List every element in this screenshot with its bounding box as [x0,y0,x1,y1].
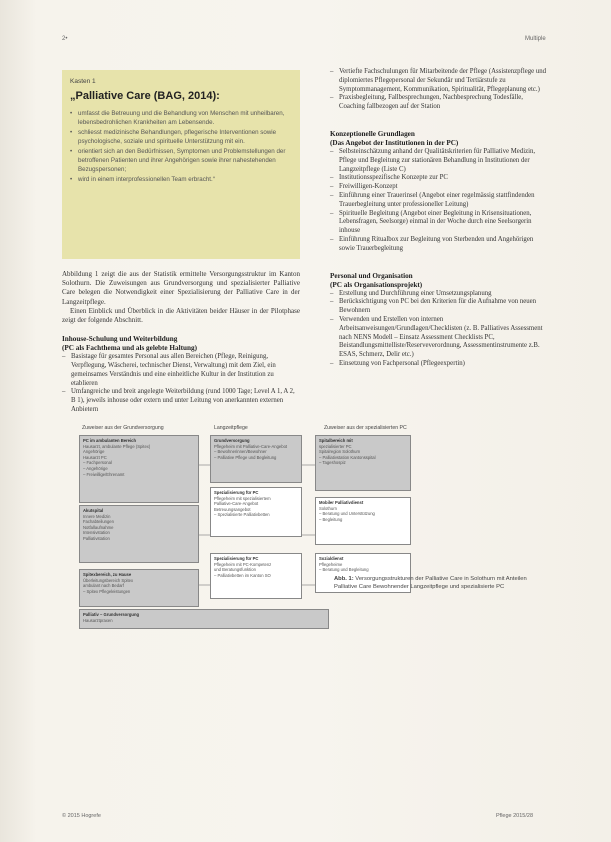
info-box [62,70,300,259]
diagram-box-title: Mobiler Palliativdienst [319,500,364,505]
section-heading: Konzeptionelle Grundlagen [330,129,415,138]
diagram-box-line: – Spezialisierte Palliativbetten [214,512,270,518]
diagram-box-line: Fachabteilungen [83,519,114,525]
diagram-box [210,487,302,537]
diagram-box-title: Grundversorgung [214,438,250,443]
section-subheading: (PC als Fachthema und als gelebte Haltung) [62,344,197,353]
caption-label: Abb. 1: [334,576,354,582]
diagram-box-line: Palliative-Care-Angebot [214,501,259,507]
diagram-box-line: und Beratungsfunktion [214,567,256,573]
list-item: – Basistage für gesamtes Personal aus allen Bereichen (Pflege, Reinigung, Verpflegung, Wäscherei, technischer Dienst, Verwaltung) mit dem Ziel, ein gemeinsames Verständnis und eine einheitliche Kultur in der Institution zu etablieren [62,353,300,388]
diagram-box-line: Notfallaufnahme [83,524,114,530]
list-item: – Umfangreiche und breit angelegte Weiterbildung (rund 1000 Tage; Level A 1, A 2, B 1), jeweils inhouse oder extern und unter Leitung von anerkannten externen Anbietern [62,388,300,414]
diagram-box-line: Pflegeheim mit spezialisiertem [214,495,271,501]
diagram-box-line: Solothurn [319,505,337,511]
diagram-box-line: Angehörige [83,449,105,455]
diagram-box-line: spezialisierter PC [319,443,352,449]
diagram-box [210,435,302,483]
diagram-box-line: Überleitungsbereich Spitex [83,577,134,583]
diagram-box-title: Spezialisierung für PC [214,490,259,495]
diagram-box-line: Innere Medizin [83,513,111,519]
paragraph: Abbildung 1 zeigt die aus der Statistik ermittelte Versorgungsstruktur im Kanton Solothurn. Die Zuweisungen aus Grundversorgung und spezialisierter Palliative Care belegen die Notwendigkeit einer Spezialisierung der Palliative Care in der Langzeitpflege. [62,270,300,306]
list-item: – Erstellung und Durchführung einer Umsetzungsplanung [330,290,548,299]
list-item: – Einführung Ritualbox zur Begleitung von Sterbenden und Angehörigen sowie Trauerbegleitung [330,236,548,254]
diagram-box-line: Pflegeheim mit PC-Kompetenz [214,561,272,567]
column-label: Zuweiser aus der spezialisierten PC [324,425,407,431]
diagram-box-line: – Tageshospiz [319,460,346,466]
bullet-list [330,68,548,112]
diagram-box-line: – Beratung und Unterstützung [319,511,375,517]
diagram-box-line: Hausarzt, ambulante Pflege (Spitex) [83,443,151,449]
diagram-box [79,505,199,563]
diagram-box-line: – Palliativstation Kantonsspital [319,454,376,460]
right-column [330,68,548,369]
diagram-box-line: Hausarztpraxen [83,617,113,623]
section-heading: Inhouse-Schulung und Weiterbildung [62,335,178,344]
box-item: • umfasst die Betreuung und die Behandlung von Menschen mit unheilbaren, lebensbedrohlichen Krankheiten am Lebensende. [68,110,294,127]
diagram-box-line: Pflegeheim mit Palliative-Care-Angebot [214,443,288,449]
diagram-box-line: – Begleitung [319,516,343,522]
box-list [68,110,294,187]
column-label: Langzeitpflege [214,425,248,431]
list-item: – Institutionsspezifische Konzepte zur PC [330,174,548,183]
column-label: Zuweiser aus der Grundversorgung [82,425,164,431]
diagram-box-line: Spitalregion Solothurn [319,449,361,455]
left-column [62,270,300,415]
diagram-box [79,435,199,503]
diagram-box-line: – Fachpersonal [83,460,112,466]
box-item: • schliesst medizinische Behandlungen, pflegerische Interventionen sowie psychologische, soziale und spirituelle Unterstützung mit ein. [68,129,294,146]
diagram-box-title: Sozialdienst [319,556,344,561]
list-item: – Einführung einer Trauerinsel (Angebot einer regelmässig stattfindenden Trauerbegleitung unter professioneller Leitung) [330,192,548,210]
footer-journal: Pflege 2015/28 [496,813,534,819]
diagram-box-title: PC im ambulanten Bereich [83,438,137,443]
paragraph: Einen Einblick und Überblick in die Aktivitäten beider Häuser in der Pilotphase zeigt der folgende Abschnitt. [62,306,300,325]
diagram-box-line: – Palliative Pflege und Begleitung [214,454,277,460]
bullet-list [330,290,548,369]
diagram-box-title: Spitalbereich mit [319,438,353,443]
diagram-box-line: Betreuungsangebot [214,506,251,512]
box-item: • wird in einem interprofessionellen Team erbracht.“ [68,176,294,185]
diagram-box-line: Palliativstation [83,535,110,541]
diagram-box-line: Hausarzt PC [83,454,107,460]
diagram-box-line: – Angehörige [83,465,108,471]
diagram-box-title: Spitexbereich, zu Hause [83,572,132,577]
section-subheading: (Das Angebot der Institutionen in der PC) [330,138,459,147]
diagram-box [315,435,411,491]
diagram-box [79,609,329,629]
diagram-box [79,569,199,607]
diagram-box-line: – Beratung und Begleitung [319,567,369,573]
list-item: – Freiwilligen-Konzept [330,183,548,192]
bullet-list [330,148,548,254]
list-item: – Selbsteinschätzung anhand der Qualitätskriterien für Palliative Medizin, Pflege und Begleitung zur stationären Behandlung in Institutionen der Langzeitpflege (Liste C) [330,148,548,174]
diagram-box-title: Akutspital [83,508,104,513]
diagram-box [315,497,411,545]
diagram-box-line: – Freiwillige/Ehrenamt [83,471,125,477]
diagram-box-line: ambulant nach Bedarf [83,583,124,589]
section-subheading: (PC als Organisationsprojekt) [330,280,423,289]
diagram-box-title: Palliativ – Grundversorgung [83,612,140,617]
section-heading: Personal und Organisation [330,271,413,280]
caption-text: Versorgungsstrukturen der Palliative Care in Solothurn mit Anteilen Palliative Care Bewohnender Langzeitpflege und spezialisierte PC [334,576,527,590]
section-title: Multiple [525,36,546,42]
list-item: – Vertiefte Fachschulungen für Mitarbeitende der Pflege (Assistenzpflege und diplomiertes Pflegepersonal der Sekundär und Tertiärstufe zu Symptommanagement, Kommunikation, Spiritualität, Pflegeplanung etc.) [330,68,548,94]
footer-copyright: © 2015 Hogrefe [62,813,101,819]
list-item: – Spirituelle Begleitung (Angebot einer Begleitung in Krisensituationen, Lebensfragen, Seelsorge) einmal in der Woche durch eine Seelsorgerin inhouse [330,210,548,236]
diagram-box-line: – Palliativbetten im Kanton SO [214,572,271,578]
diagram-box-line: Intensivstation [83,530,110,536]
list-item: – Berücksichtigung von PC bei den Kriterien für die Aufnahme von neuen Bewohnern [330,298,548,316]
list-item: – Praxisbegleitung, Fallbesprechungen, Nachbesprechung Todesfälle, Coaching fallbezogen auf der Station [330,94,548,112]
diagram-box-line: – Spitex Pflegeleistungen [83,588,131,594]
page-number: 2• [62,36,68,42]
list-item: – Verwenden und Erstellen von internen Arbeitsanweisungen/Grundlagen/Checklisten (z. B. Palliatives Assessment nach NENS Modell – Einsatz Assessment Checklists PC, Beistandlungsmittelliste/Reserveverordnung, Assessmentinstrumente z.B. ESAS, Schmerz, Delir etc.) [330,316,548,360]
figure-caption [334,575,549,591]
diagram-box-line: – Bewohnerinnen/Bewohner [214,449,267,455]
diagram-box-title: Spezialisierung für PC [214,556,259,561]
list-item: – Einsetzung von Fachpersonal (Pflegeexpertin) [330,360,548,369]
bullet-list [62,353,300,415]
box-label: Kasten 1 [70,78,96,85]
diagram-box-line: Pflegeheime [319,561,343,567]
box-title: „Palliative Care (BAG, 2014): [70,90,220,102]
diagram-box [210,553,302,599]
box-item: • orientiert sich an den Bedürfnissen, Symptomen und Problemstellungen der betroffenen Patienten und ihrer Angehörigen sowie ihrer nahestehenden Bezugspersonen; [68,148,294,174]
